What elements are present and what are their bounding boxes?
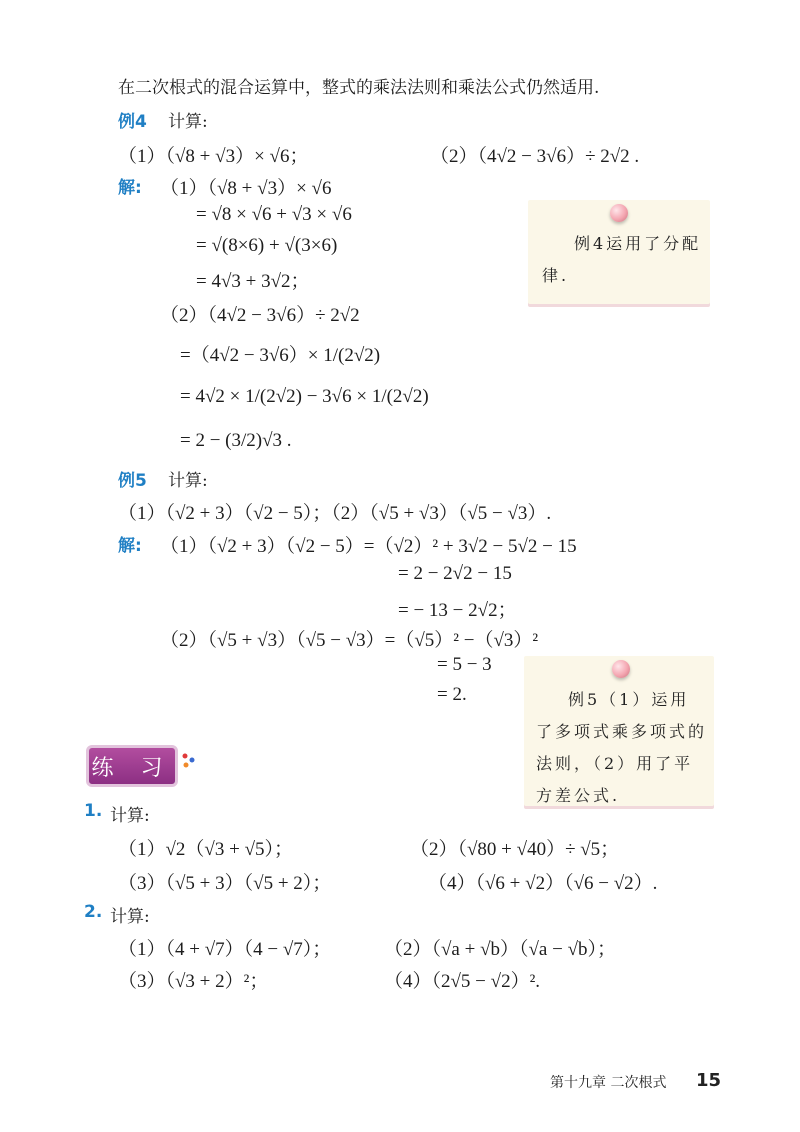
- question-1-item-3: （3）（√5 + 3）（√5 + 2）；: [118, 873, 332, 894]
- example-4-label: 例4: [118, 112, 147, 132]
- side-note-1: [528, 200, 710, 304]
- practice-heading-tag: 练 习: [86, 745, 178, 787]
- chapter-footer: 第十九章 二次根式: [550, 1075, 667, 1091]
- page-number: 15: [696, 1070, 722, 1091]
- question-1-item-1: （1）√2（√3 + √5）；: [118, 839, 293, 860]
- example-4-solution-2-line-4: = 2 − (3/2)√3 .: [180, 430, 292, 451]
- question-1-number: 1.: [84, 801, 103, 821]
- question-1-item-2: （2）（√80 + √40）÷ √5；: [410, 839, 620, 860]
- example-4-problem-1: （1）（√8 + √3）× √6；: [118, 146, 309, 167]
- decorative-dots-icon: [180, 752, 200, 772]
- example-5-solution-1-line-3: = − 13 − 2√2；: [398, 600, 517, 621]
- pushpin-icon: [610, 204, 628, 222]
- intro-text: 在二次根式的混合运算中，整式的乘法法则和乘法公式仍然适用.: [118, 78, 600, 98]
- example-4-solution-2-line-3: = 4√2 × 1/(2√2) − 3√6 × 1/(2√2): [180, 386, 429, 407]
- example-4-problem-2: （2）（4√2 − 3√6）÷ 2√2 .: [430, 146, 640, 167]
- example-4-solution-2-line-1: （2）（4√2 − 3√6）÷ 2√2: [160, 305, 360, 326]
- question-2-command: 计算:: [110, 907, 150, 927]
- question-2-item-3: （3）（√3 + 2）²；: [118, 971, 269, 992]
- example-5-solution-label: 解:: [118, 536, 142, 556]
- example-4-solution-1-line-2: = √8 × √6 + √3 × √6: [196, 204, 352, 225]
- example-5-solution-1-line-2: = 2 − 2√2 − 15: [398, 563, 512, 584]
- question-2-item-1: （1）（4 + √7）（4 − √7）；: [118, 939, 332, 960]
- example-4-command: 计算:: [168, 112, 208, 132]
- question-2-item-2: （2）（√a + √b）（√a − √b）；: [384, 939, 617, 960]
- example-4-solution-label: 解:: [118, 178, 142, 198]
- question-1-item-4: （4）（√6 + √2）（√6 − √2）.: [428, 873, 658, 894]
- example-5-problems: （1）（√2 + 3）（√2 − 5）；（2）（√5 + √3）（√5 − √3）.: [118, 503, 552, 524]
- example-5-command: 计算:: [168, 471, 208, 491]
- question-2-number: 2.: [84, 902, 103, 922]
- side-note-2-text: 例5（1）运用了多项式乘多项式的法则，（2）用了平方差公式.: [536, 690, 708, 805]
- example-4-solution-1-line-3: = √(8×6) + √(3×6): [196, 235, 338, 256]
- side-note-2: [524, 656, 714, 806]
- example-4-solution-2-line-2: =（4√2 − 3√6）× 1/(2√2): [180, 345, 381, 366]
- question-1-command: 计算:: [110, 806, 150, 826]
- example-4-solution-1-line-4: = 4√3 + 3√2；: [196, 271, 310, 292]
- pushpin-icon: [612, 660, 630, 678]
- side-note-1-text: 例4运用了分配律.: [542, 234, 702, 285]
- example-5-solution-2-line-3: = 2.: [437, 684, 467, 705]
- example-5-solution-2-line-1: （2）（√5 + √3）（√5 − √3）=（√5）² −（√3）²: [160, 630, 539, 651]
- example-5-solution-2-line-2: = 5 − 3: [437, 654, 492, 675]
- example-5-label: 例5: [118, 471, 147, 491]
- example-4-solution-1-line-1: （1）（√8 + √3）× √6: [160, 178, 332, 199]
- question-2-item-4: （4）（2√5 − √2）².: [384, 971, 541, 992]
- example-5-solution-1-line-1: （1）（√2 + 3）（√2 − 5）=（√2）² + 3√2 − 5√2 − 15: [160, 536, 577, 557]
